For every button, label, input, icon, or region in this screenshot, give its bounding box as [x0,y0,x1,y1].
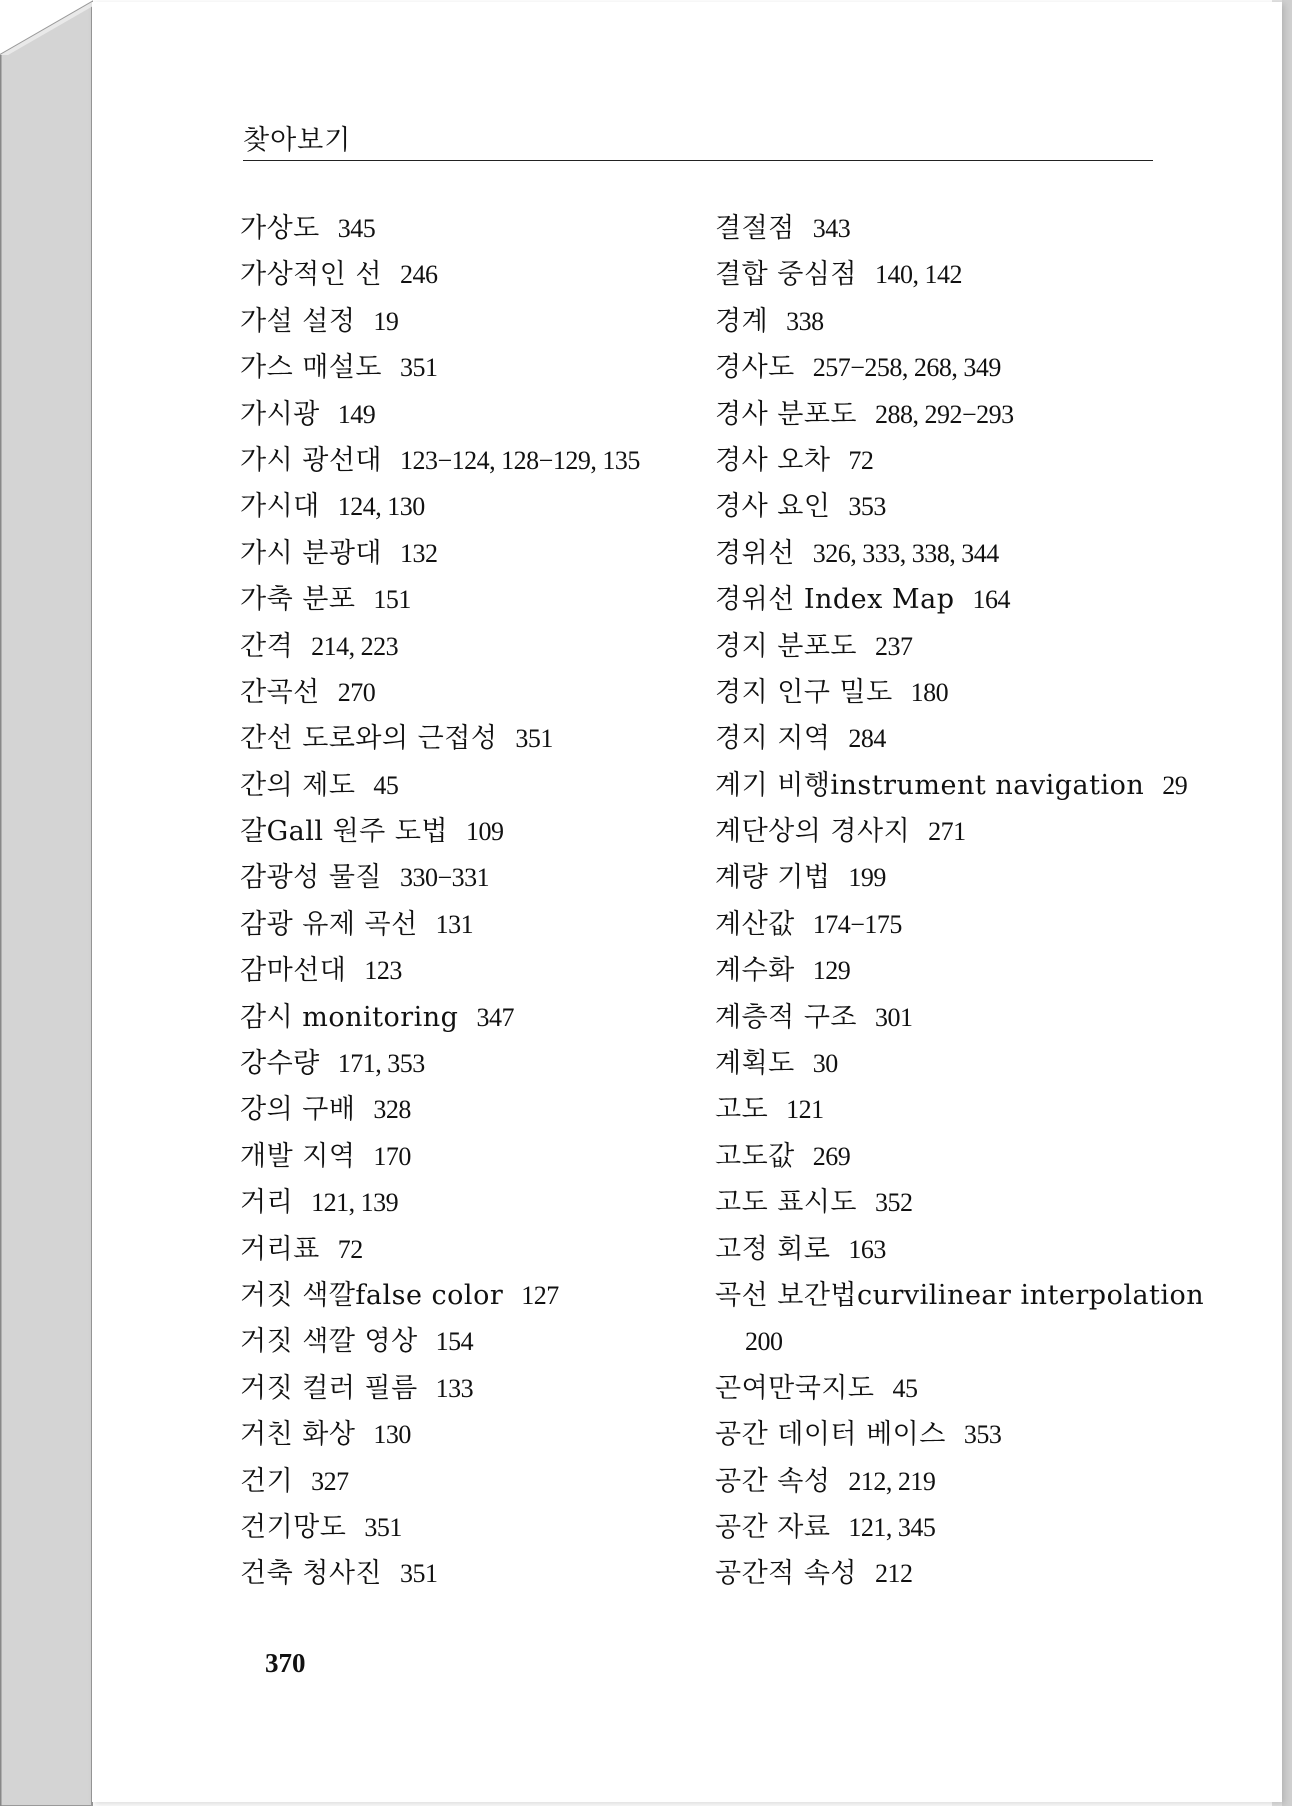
index-term: 공간 속성 [715,1465,831,1497]
index-pages: 200 [745,1327,783,1357]
index-term: 계획도 [715,1048,795,1080]
index-term: 가시 광선대 [240,444,382,476]
index-term: 건기 [240,1465,294,1497]
index-pages: 133 [435,1373,474,1403]
index-entry [240,948,710,994]
index-entry [715,1041,1175,1087]
index-pages: 284 [848,724,886,754]
page-number: 370 [265,1648,306,1678]
index-entry [715,716,1175,762]
index-entry [240,624,710,670]
index-entry [715,855,1175,901]
index-entry [240,438,710,484]
index-term: 경지 분포도 [715,630,857,662]
index-entry [240,902,710,948]
index-entry [715,1505,1175,1551]
index-entry [240,1227,710,1273]
index-entry [715,392,1175,438]
index-pages: 212, 219 [848,1466,936,1496]
index-entry [715,995,1175,1041]
index-term: 감시 monitoring [240,1001,459,1033]
index-entry [715,1366,1175,1412]
index-pages: 345 [337,214,376,243]
index-pages: 269 [812,1141,851,1171]
index-entry [240,206,710,252]
index-pages: 123 [364,956,402,986]
header-divider [243,160,1153,161]
index-pages: 163 [848,1234,886,1264]
index-term: 강의 구배 [240,1094,356,1126]
index-term: 경지 지역 [715,723,831,755]
index-pages: 212 [875,1559,913,1589]
index-entry [715,1412,1175,1458]
index-entry [240,484,710,530]
index-pages: 237 [875,631,913,661]
index-entry [715,577,1175,623]
index-term: 가설 설정 [240,305,356,337]
index-entry [240,995,710,1041]
index-entry [240,577,710,623]
index-entry [240,392,710,438]
index-pages: 123−124, 128−129, 135 [400,445,640,475]
index-entry [715,670,1175,716]
index-pages: 171, 353 [337,1049,425,1079]
index-term: 간격 [240,630,294,662]
index-pages: 326, 333, 338, 344 [812,538,999,568]
index-pages: 130 [373,1420,411,1450]
index-pages: 127 [521,1280,559,1310]
index-entry [240,345,710,391]
index-column-left [240,206,710,1598]
index-entry [240,252,710,298]
index-pages: 131 [435,909,474,939]
index-pages: 353 [848,492,886,522]
index-pages: 257−258, 268, 349 [812,353,1001,383]
index-term: 고도 표시도 [715,1187,857,1219]
index-entry [240,299,710,345]
index-pages: 30 [812,1049,838,1079]
index-pages: 199 [848,863,886,893]
index-pages: 132 [400,538,438,568]
index-entry [240,1041,710,1087]
index-term: 공간적 속성 [715,1558,857,1590]
index-term: 간의 제도 [240,769,356,801]
index-entry [715,1227,1175,1273]
index-entry [240,670,710,716]
index-term: 계단상의 경사지 [715,816,911,848]
index-pages: 170 [373,1141,411,1171]
index-term: 감마선대 [240,955,347,987]
index-entry [715,1459,1175,1505]
index-term: 거리 [240,1187,294,1219]
index-term: 가시광 [240,398,320,430]
index-pages: 121 [786,1095,824,1125]
index-pages: 124, 130 [337,492,425,522]
index-term: 거친 화상 [240,1419,356,1451]
index-entry [240,1134,710,1180]
index-entry [240,1551,710,1597]
index-entry [715,902,1175,948]
index-pages: 72 [848,445,874,475]
index-entry [715,763,1188,809]
index-term: 가상적인 선 [240,259,382,291]
index-term: 거짓 컬러 필름 [240,1372,418,1404]
index-entry [240,531,710,577]
index-pages: 328 [373,1095,411,1125]
index-term: 고도 [715,1094,769,1126]
index-entry [715,345,1175,391]
index-pages: 330−331 [400,863,490,893]
index-entry [240,1459,710,1505]
index-term: 경계 [715,305,769,337]
index-pages: 121, 345 [848,1512,936,1542]
index-pages: 45 [373,770,399,800]
index-pages: 352 [875,1188,913,1218]
index-entry [715,809,1175,855]
index-entry [715,1180,1175,1226]
index-term: 가시대 [240,491,320,523]
index-term: 결합 중심점 [715,259,857,291]
index-term: 고도값 [715,1140,795,1172]
index-pages: 343 [812,214,851,243]
index-entry [715,948,1175,994]
index-term: 강수량 [240,1048,320,1080]
index-entry [715,624,1175,670]
index-entry [715,438,1175,484]
index-pages: 301 [875,1002,913,1032]
index-entry [240,1087,710,1133]
index-entry [715,531,1175,577]
index-term: 공간 데이터 베이스 [715,1419,946,1451]
index-pages: 214, 223 [311,631,399,661]
index-pages: 29 [1162,770,1188,800]
index-entry [715,252,1175,298]
index-pages: 351 [515,724,553,754]
index-entry [240,1366,710,1412]
index-term: 경사 분포도 [715,398,857,430]
index-pages: 109 [466,817,504,847]
index-term: 계산값 [715,908,795,940]
index-term: 경위선 [715,537,795,569]
index-entry [240,1505,710,1551]
index-entry [715,1134,1175,1180]
index-entry [240,1180,710,1226]
index-pages: 149 [337,399,376,429]
index-entry [240,1319,710,1365]
index-pages: 351 [364,1512,402,1542]
index-pages: 353 [963,1420,1002,1450]
index-term: 곡선 보간법curvilinear interpolation [715,1279,1205,1311]
index-entry [715,484,1175,530]
index-term: 계기 비행instrument navigation [715,769,1145,801]
index-pages: 19 [373,306,399,336]
index-term: 개발 지역 [240,1140,356,1172]
index-pages: 271 [928,817,966,847]
index-term: 가시 분광대 [240,537,382,569]
index-term: 간선 도로와의 근접성 [240,723,498,755]
index-entry [715,1551,1175,1597]
index-entry [715,1273,1205,1319]
index-pages: 45 [892,1373,918,1403]
index-term: 감광 유제 곡선 [240,908,418,940]
index-term: 가상도 [240,213,320,244]
index-term: 경위선 Index Map [715,584,955,616]
index-entry [240,716,710,762]
index-pages: 121, 139 [311,1188,399,1218]
index-entry [715,1087,1175,1133]
index-term: 경사 오차 [715,444,831,476]
index-term: 계층적 구조 [715,1001,857,1033]
index-term: 계수화 [715,955,795,987]
index-term: 가축 분포 [240,584,356,616]
index-term: 고정 회로 [715,1233,831,1265]
index-pages: 129 [812,956,851,986]
index-pages: 72 [337,1234,363,1264]
index-pages: 327 [311,1466,349,1496]
index-term: 곤여만국지도 [715,1372,875,1404]
index-term: 경지 인구 밀도 [715,676,893,708]
index-term: 거짓 색깔false color [240,1279,504,1311]
index-term: 건축 청사진 [240,1558,382,1590]
index-pages: 164 [972,585,1010,615]
index-entry [715,1319,1175,1365]
index-term: 결절점 [715,213,795,244]
page-title: 찾아보기 [243,125,352,156]
index-term: 공간 자료 [715,1511,831,1543]
index-term: 감광성 물질 [240,862,382,894]
index-pages: 351 [400,1559,438,1589]
index-pages: 151 [373,585,411,615]
index-term: 간곡선 [240,676,320,708]
index-pages: 270 [337,677,376,707]
index-pages: 140, 142 [875,260,962,290]
index-pages: 180 [910,677,949,707]
index-term: 거리표 [240,1233,320,1265]
index-term: 경사도 [715,352,795,384]
index-pages: 246 [400,260,438,290]
index-entry [240,855,710,901]
index-entry [240,763,710,809]
index-term: 계량 기법 [715,862,831,894]
index-pages: 338 [786,306,824,336]
index-pages: 288, 292−293 [875,399,1014,429]
index-entry [240,1273,710,1319]
index-entry [240,1412,710,1458]
index-pages: 347 [476,1002,514,1032]
index-term: 갈Gall 원주 도법 [240,816,449,848]
index-pages: 154 [435,1327,474,1357]
index-term: 건기망도 [240,1511,347,1543]
index-pages: 174−175 [812,909,902,939]
index-entry [715,299,1175,345]
index-entry [715,206,1175,252]
index-term: 경사 요인 [715,491,831,523]
index-term: 거짓 색깔 영상 [240,1326,418,1358]
index-term: 가스 매설도 [240,352,382,384]
index-column-right [715,206,1205,1598]
index-entry [240,809,710,855]
index-pages: 351 [400,353,438,383]
